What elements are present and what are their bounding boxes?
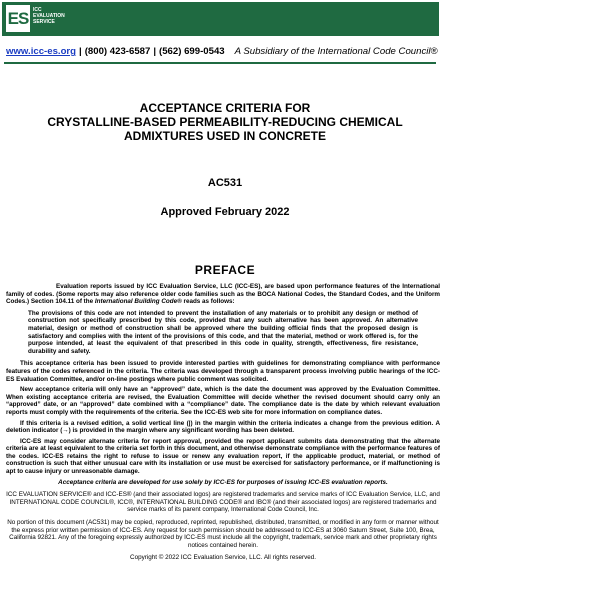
header-banner xyxy=(2,2,439,36)
trademark-notice: ICC EVALUATION SERVICE® and ICC-ES® (and their associated logos) are registered trademarks and service marks of ICC Evaluation Service, LLC, and INTERNATIONAL CODE COUNCIL®, ICC®, INTERNATIONAL BUILDING CODE® and IBC® (and their associated logos) are registered trademarks and service marks of its parent company, International Code Council, Inc. xyxy=(6,491,440,514)
logo-text: ICC EVALUATION SERVICE xyxy=(33,7,65,25)
phone-1: (800) 423-6587 xyxy=(84,46,151,57)
copyright-line: Copyright © 2022 ICC Evaluation Service, LLC. All rights reserved. xyxy=(130,554,316,562)
preface-paragraph-4: If this criteria is a revised edition, a solid vertical line (|) in the margin within the criteria indicates a change from the previous edition. A deletion indicator (→) is provided in the margin where any significant wording has been deleted. xyxy=(6,419,440,435)
header-rule xyxy=(4,62,436,64)
subsidiary-text: A Subsidiary of the International Code Council® xyxy=(234,46,438,57)
preface-body xyxy=(6,283,440,562)
document-id: AC531 xyxy=(207,177,243,189)
phone-2: (562) 699-0543 xyxy=(159,46,225,57)
development-note: Acceptance criteria are developed for use solely by ICC-ES for purposes of issuing ICC-ES evaluation reports. xyxy=(58,478,388,486)
preface-paragraph-2: This acceptance criteria has been issued to provide interested parties with guidelines for demonstrating compliance with performance features of the codes referenced in the criteria. The criteria was developed through a transparent process involving public hearings of the ICC-ES Evaluation Committee, and/or on-line postings where public comment was solicited. xyxy=(6,360,440,383)
code-quote: The provisions of this code are not intended to prevent the installation of any materials or to prohibit any design or method of construction not specifically prescribed by this code, provided that any such alternative has been approved. An alternative material, design or method of construction shall be approved where the building official finds that the proposed design is satisfactory and complies with the intent of the provisions of this code, and that the material, method or work offered is, for the purpose intended, at least the equivalent of that prescribed in this code in quality, strength, effectiveness, fire resistance, durability and safety. xyxy=(28,309,418,355)
contact-line: www.icc-es.org | (800) 423-6587 | (562) 699-0543 A Subsidiary of the International Code Council® xyxy=(6,46,438,57)
document-title: ACCEPTANCE CRITERIA FOR CRYSTALLINE-BASED PERMEABILITY-REDUCING CHEMICAL ADMIXTURES USED IN CONCRETE xyxy=(47,101,403,143)
website-link[interactable]: www.icc-es.org xyxy=(6,46,77,57)
icc-es-logo: ES xyxy=(6,5,30,32)
preface-paragraph-5: ICC-ES may consider alternate criteria for report approval, provided the report applicant submits data demonstrating that the alternate criteria are at least equivalent to the criteria set forth in this document, and otherwise demonstrate compliance with the performance features of the codes. ICC-ES retains the right to refuse to issue or renew any evaluation report, if the applicable product, material, or method of construction is such that either unusual care with its installation or use must be exercised for satisfactory performance, or if malfunctioning is apt to cause injury or unreasonable damage. xyxy=(6,437,440,476)
approval-date: Approved February 2022 xyxy=(160,206,290,218)
preface-heading: PREFACE xyxy=(194,263,256,277)
reproduction-notice: No portion of this document (AC531) may be copied, reproduced, reprinted, republished, distributed, transmitted, or modified in any form or manner without the express prior written permission of ICC-ES. Any request for such permission should be addressed to ICC-ES at 3060 Saturn Street, Suite 100, Brea, California 92821. Any of the foregoing expressly authorized by ICC-ES must include all the copyright, trademark, service mark and other proprietary rights notices contained herein. xyxy=(7,519,439,549)
preface-paragraph-1: Evaluation reports issued by ICC Evaluation Service, LLC (ICC-ES), are based upon performance features of the International family of codes. (Some reports may also reference older code families such as the BOCA National Codes, the Standard Codes, and the Uniform Codes.) Section 104.11 of the International Building Code® reads as follows: xyxy=(6,283,440,306)
preface-paragraph-3: New acceptance criteria will only have an “approved” date, which is the date the document was approved by the Evaluation Committee. When existing acceptance criteria are revised, the Evaluation Committee will decide whether the revised document should carry only an “approved” date, or an “approved” date combined with a “compliance” date. The compliance date is the date by which relevant evaluation reports must comply with the requirements of the criteria. See the ICC-ES web site for more information on compliance dates. xyxy=(6,386,440,416)
